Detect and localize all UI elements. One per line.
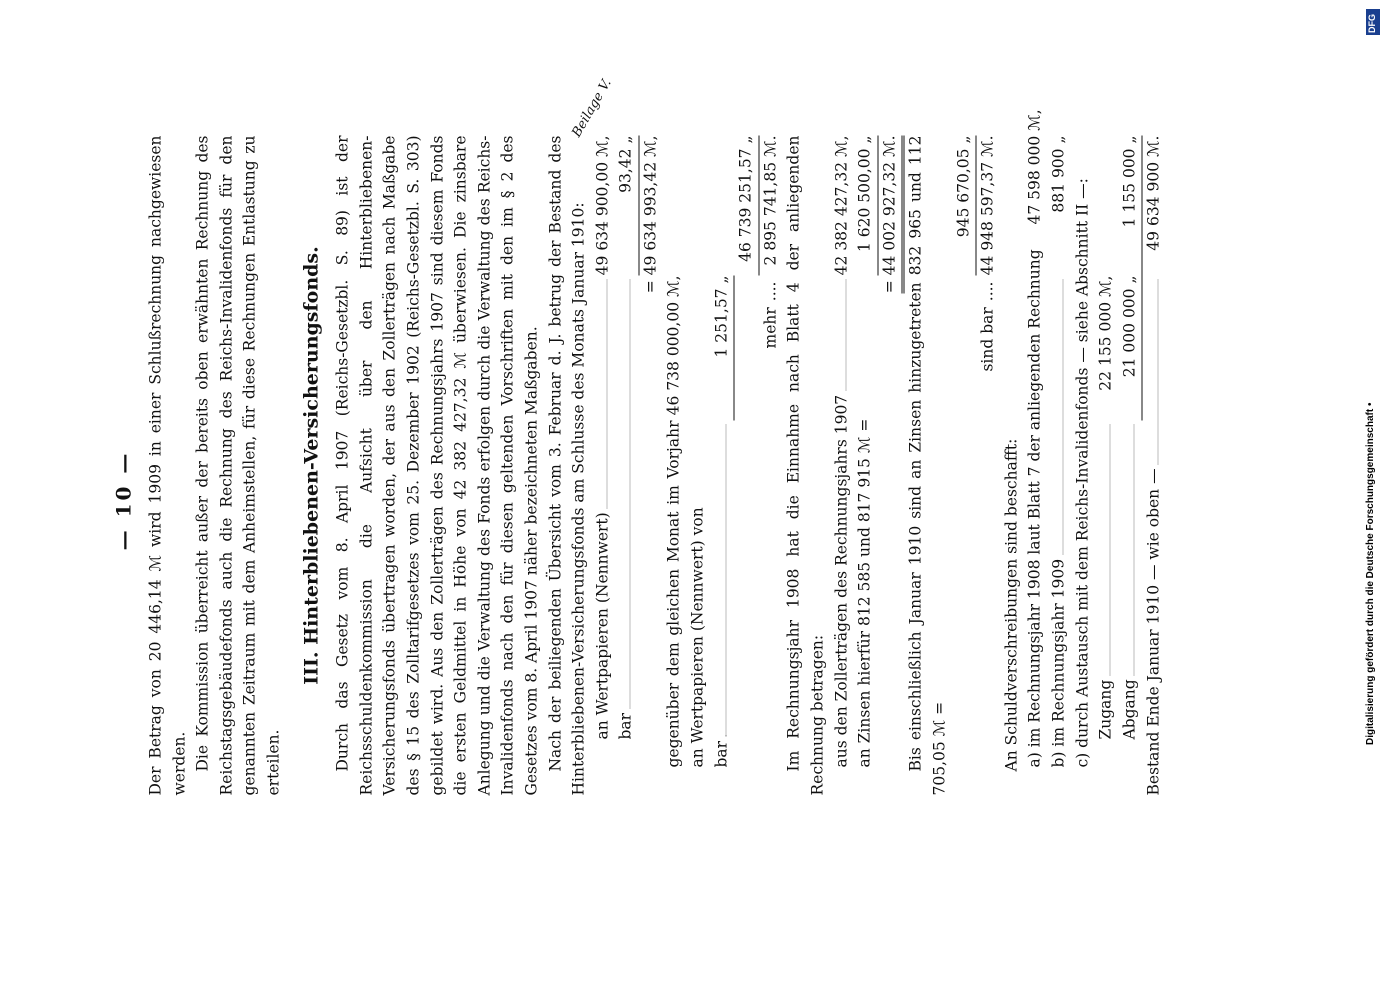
table-row: gegenüber dem gleichen Monat im Vorjahr an Wertpapieren (Nennwert) von 46 738 000,00 ℳ, (664, 275, 707, 768)
table-row: a) im Rechnungsjahr 1908 laut Blatt 7 der anliegenden Rechnung 47 598 000 ℳ, (1025, 109, 1044, 768)
table-row: Abgang 21 000 000 „ 1 155 000 „ (1118, 136, 1143, 796)
paragraph: Durch das Gesetz vom 8. April 1907 (Reichs-Gesetzbl. S. 89) ist der Reichsschuldenkommission die Aufsicht über den Hinterbliebenen-Versicherungsfonds übertragen worden, der aus den Zollerträgen nach Maßgabe des § 15 des Zolltarifgesetzes vom 25. Dezember 1902 (Reichs-Gesetzbl. S. 303) gebildet wird. Aus den Zollerträgen des Rechnungsjahrs 1907 sind diesem Fonds die ersten Geldmittel in Höhe von 42 382 427,32 ℳ überwiesen. Die zinsbare Anlegung und die Verwaltung des Fonds erfolgen durch die Verwaltung des Reichs-Invalidenfonds nach den für diesen geltenden Vorschriften mit den im § 2 des Gesetzes vom 8. April 1907 näher bezeichneten Maßgaben. (333, 135, 541, 796)
paragraph: Im Rechnungsjahr 1908 hat die Einnahme nach Blatt 4 der anliegenden Rechnung betragen: (784, 135, 827, 796)
page-body (145, 109, 1167, 796)
paragraph: Bis einschließlich Januar 1910 sind an Zinsen hinzugetreten 832 965 und 112 705,05 ℳ = (906, 135, 949, 796)
paragraph: Nach der beiliegenden Übersicht vom 3. Februar d. J. betrug der Bestand des Hinterbliebenen-Versicherungsfonds am Schlusse des Monats Januar 1910: (546, 135, 588, 796)
table-row: aus den Zollerträgen des Rechnungsjahrs 1907 42 382 427,32 ℳ, (832, 135, 851, 768)
table-row: = 49 634 993,42 ℳ, (641, 135, 660, 294)
table-row: mehr .... 2 895 741,85 ℳ. (761, 135, 780, 349)
table-row: an Wertpapieren (Nennwert) 49 634 900,00 ℳ, (593, 135, 612, 740)
table-row: bar 93,42 „ (615, 136, 640, 796)
table-row: b) im Rechnungsjahr 1909 881 900 „ (1049, 135, 1068, 768)
table-row: 945 670,05 „ (952, 136, 977, 796)
section-heading: III. Hinterbliebenen-Versicherungsfonds. (300, 246, 323, 685)
table-row: sind bar .... 44 948 597,37 ℳ. (978, 135, 997, 372)
table-row: Bestand Ende Januar 1910 — wie oben — 49 634 900 ℳ. (1144, 135, 1163, 796)
margin-note: Beilage V. (569, 76, 615, 140)
table-row: bar 1 251,57 „ (710, 136, 735, 796)
page-number: — 10 — (111, 450, 136, 551)
digitization-credit: Digitalisierung gefördert durch die Deutsche Forschungsgemeinschaft • (1365, 402, 1376, 745)
table-row: Zugang 22 155 000 ℳ, (1096, 275, 1115, 740)
table-row: c) durch Austausch mit dem Reichs-Invalidenfonds — siehe Abschnitt II —: (1073, 178, 1092, 768)
table-row: = 44 002 927,32 ℳ. (878, 136, 905, 796)
paragraph: Der Betrag von 20 446,14 ℳ wird 1909 in einer Schlußrechnung nachgewiesen werden. (146, 135, 189, 796)
scanned-page (0, 1, 1383, 1001)
paragraph: Die Kommission überreicht außer der bereits oben erwähnten Rechnung des Reichstagsgebäudefonds auch die Rechnung des Reichs-Invalidenfonds für den genannten Zeitraum mit dem Anheimstellen, für diese Rechnungen Entlastung zu erteilen. (193, 135, 283, 796)
table-row: 46 739 251,57 „ (735, 136, 760, 796)
dfg-logo: DFG (1366, 9, 1380, 35)
table-row: an Zinsen hierfür 812 585 und 817 915 ℳ = 1 620 500,00 „ (854, 136, 879, 796)
paragraph: An Schuldverschreibungen sind beschafft: (1002, 438, 1021, 772)
